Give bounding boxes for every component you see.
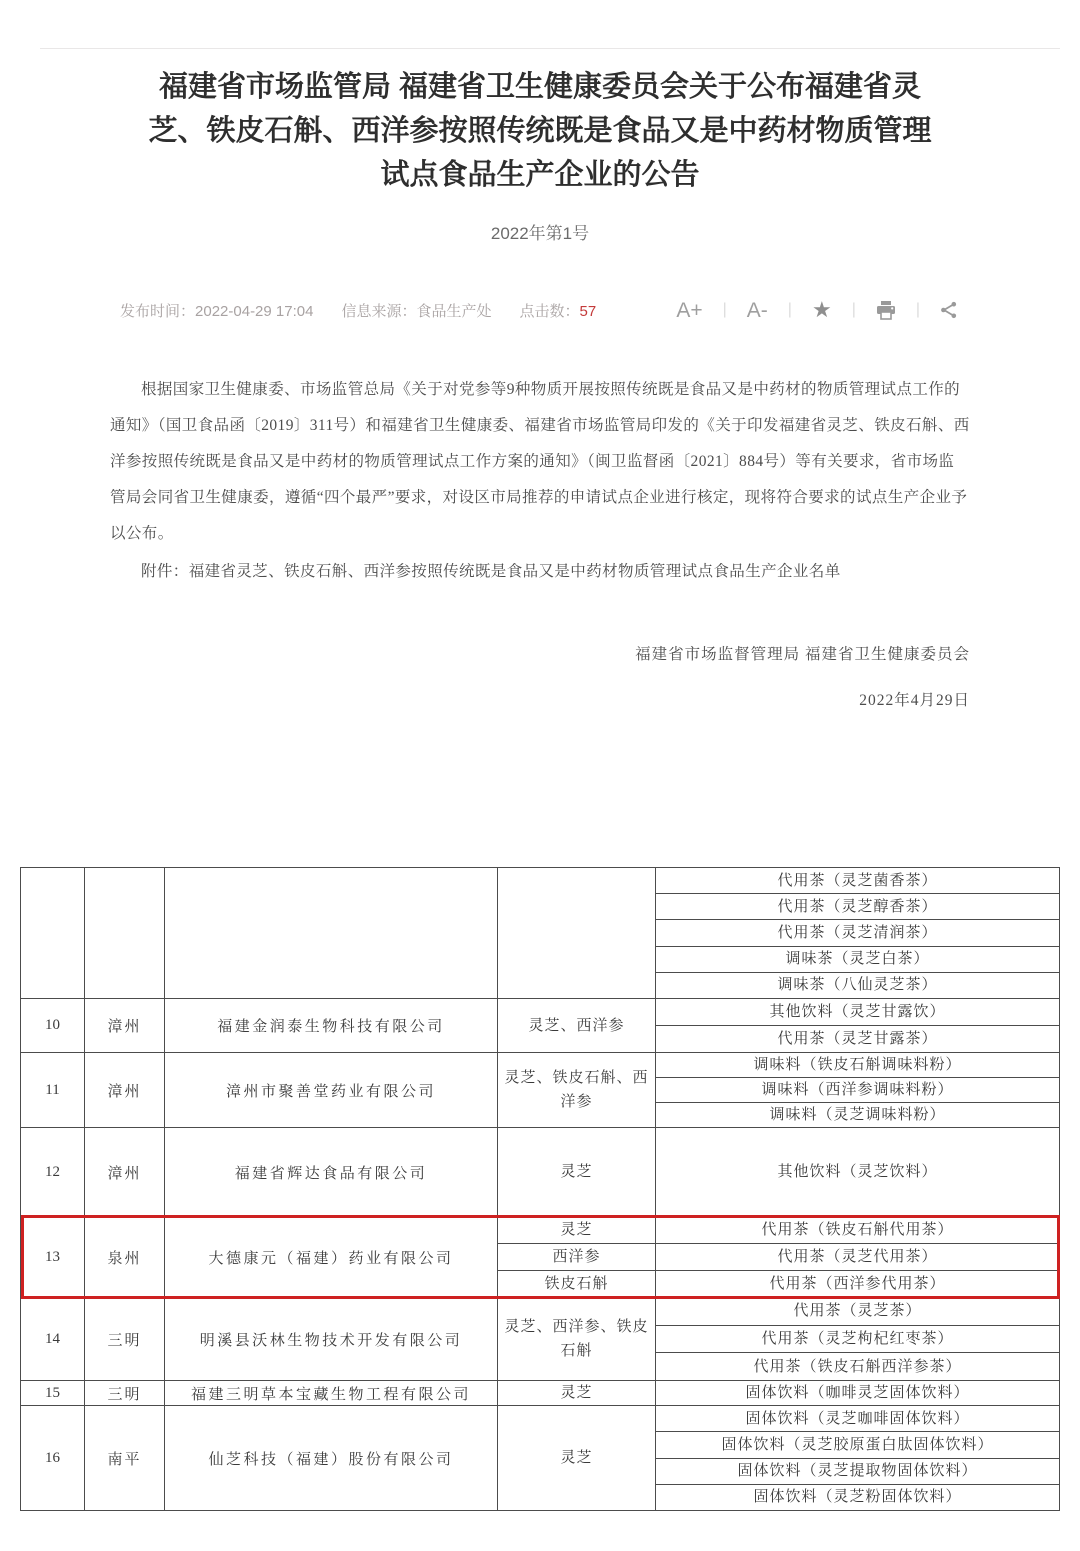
- ingredient-cell: 灵芝、西洋参、铁皮石斛: [504, 1319, 649, 1359]
- printer-icon: [876, 301, 896, 320]
- publish-date: 2022年4月29日: [859, 692, 970, 709]
- top-divider: [40, 48, 1060, 49]
- city-cell: 漳州: [84, 999, 164, 1052]
- ingredient-column: [497, 999, 655, 1052]
- product-column: [655, 999, 1059, 1052]
- toolbar-divider: |: [915, 301, 920, 318]
- publish-time: [120, 300, 313, 321]
- product-cell: 固体饮料（灵芝咖啡固体饮料）: [745, 1410, 970, 1427]
- product-cell: 调味料（铁皮石斛调味料粉）: [753, 1057, 962, 1073]
- page-title-line: 试点食品生产企业的公告: [380, 159, 700, 191]
- ingredient-cell: 铁皮石斛: [498, 1270, 655, 1297]
- seq-cell: 13: [45, 1248, 60, 1265]
- table-row: [21, 1405, 1059, 1510]
- share-icon: [940, 301, 958, 319]
- product-column: [655, 1298, 1059, 1380]
- company-table: [20, 867, 1060, 1511]
- print-button[interactable]: [876, 301, 896, 320]
- company-cell: [164, 868, 497, 998]
- table-row: [21, 868, 1059, 998]
- ingredient-cell: 灵芝: [560, 1222, 593, 1238]
- toolbar-divider: |: [722, 301, 727, 318]
- product-column: [655, 1053, 1059, 1127]
- seq-cell: 16: [45, 1449, 60, 1466]
- product-column: [655, 1381, 1059, 1405]
- product-cell: 固体饮料（咖啡灵芝固体饮料）: [745, 1385, 970, 1401]
- product-cell: 代用茶（灵芝茶）: [793, 1303, 922, 1320]
- publish-time-value: 2022-04-29 17:04: [195, 302, 314, 320]
- font-decrease-button[interactable]: A-: [746, 298, 768, 322]
- meta-row: [0, 292, 1080, 328]
- company-cell: 福建省辉达食品有限公司: [164, 1128, 497, 1216]
- product-cell: 固体饮料（灵芝粉固体饮料）: [656, 1484, 1059, 1510]
- seq-cell: 14: [45, 1330, 60, 1347]
- seq-cell: 10: [45, 1017, 60, 1033]
- city-cell: 漳州: [84, 1128, 164, 1216]
- city-cell: 三明: [84, 1298, 164, 1380]
- product-cell: 代用茶（灵芝菌香茶）: [777, 872, 938, 889]
- product-cell: 代用茶（西洋参代用茶）: [656, 1270, 1059, 1297]
- product-column: [655, 1406, 1059, 1510]
- product-cell: 调味茶（灵芝白茶）: [656, 946, 1059, 972]
- product-column: [655, 868, 1059, 998]
- hit-count-value: 57: [579, 302, 597, 320]
- favorite-star-icon[interactable]: ★: [811, 297, 832, 322]
- ingredient-column: [497, 1128, 655, 1216]
- seq-cell: 12: [45, 1163, 60, 1180]
- publish-time-label: 发布时间：: [120, 302, 196, 320]
- table-row: [21, 1216, 1059, 1297]
- company-cell: 大德康元（福建）药业有限公司: [164, 1217, 497, 1297]
- company-cell: 明溪县沃林生物技术开发有限公司: [164, 1298, 497, 1380]
- product-cell: 代用茶（灵芝清润茶）: [656, 919, 1059, 945]
- product-cell: 代用茶（灵芝枸杞红枣茶）: [656, 1325, 1059, 1353]
- seq-cell: 11: [45, 1081, 60, 1098]
- product-cell: 固体饮料（灵芝胶原蛋白肽固体饮料）: [656, 1431, 1059, 1457]
- table-row: [21, 1380, 1059, 1405]
- page-title-line: 芝、铁皮石斛、西洋参按照传统既是食品又是中药材物质管理: [148, 115, 932, 147]
- article-toolbar: [676, 299, 958, 321]
- product-cell: 代用茶（灵芝醇香茶）: [656, 893, 1059, 919]
- company-cell: 福建三明草本宝藏生物工程有限公司: [164, 1381, 497, 1405]
- font-increase-button[interactable]: A+: [676, 298, 703, 322]
- ingredient-column: [497, 1217, 655, 1297]
- ingredient-column: [497, 868, 655, 998]
- product-cell: 其他饮料（灵芝饮料）: [777, 1164, 938, 1180]
- info-source-label: 信息来源：: [341, 302, 417, 320]
- ingredient-column: [497, 1406, 655, 1510]
- doc-number: 2022年第1号: [490, 224, 590, 243]
- toolbar-divider: |: [851, 301, 856, 318]
- company-cell: 福建金润泰生物科技有限公司: [164, 999, 497, 1052]
- product-cell: 调味茶（八仙灵芝茶）: [656, 972, 1059, 998]
- ingredient-column: [497, 1381, 655, 1405]
- attachment-line: 附件：福建省灵芝、铁皮石斛、西洋参按照传统既是食品又是中药材物质管理试点食品生产企业名单: [141, 563, 841, 580]
- ingredient-cell: [498, 868, 655, 998]
- product-cell: 其他饮料（灵芝甘露饮）: [769, 1004, 946, 1020]
- ingredient-cell: 灵芝、铁皮石斛、西洋参: [504, 1070, 649, 1110]
- ingredient-column: [497, 1053, 655, 1127]
- product-cell: 代用茶（灵芝甘露茶）: [656, 1025, 1059, 1052]
- company-cell: 漳州市聚善堂药业有限公司: [164, 1053, 497, 1127]
- ingredient-cell: 灵芝: [560, 1164, 593, 1180]
- seq-cell: 15: [45, 1384, 60, 1401]
- product-cell: 代用茶（铁皮石斛西洋参茶）: [656, 1352, 1059, 1380]
- product-cell: 调味料（西洋参调味料粉）: [656, 1077, 1059, 1102]
- city-cell: 南平: [84, 1406, 164, 1510]
- product-cell: 固体饮料（灵芝提取物固体饮料）: [656, 1458, 1059, 1484]
- ingredient-column: [497, 1298, 655, 1380]
- table-row: [21, 1052, 1059, 1127]
- meta-info: [120, 300, 596, 321]
- table-row: [21, 1127, 1059, 1216]
- city-cell: 漳州: [84, 1053, 164, 1127]
- company-cell: 仙芝科技（福建）股份有限公司: [164, 1406, 497, 1510]
- product-column: [655, 1128, 1059, 1216]
- signature: 福建省市场监督管理局 福建省卫生健康委员会: [635, 646, 970, 663]
- ingredient-cell: 西洋参: [498, 1243, 655, 1270]
- page-title: [80, 65, 1000, 197]
- city-cell: [84, 868, 164, 998]
- product-cell: 代用茶（铁皮石斛代用茶）: [761, 1222, 954, 1238]
- city-cell: 三明: [84, 1381, 164, 1405]
- table-row: [21, 998, 1059, 1052]
- toolbar-divider: |: [787, 301, 792, 318]
- product-cell: 代用茶（灵芝代用茶）: [656, 1243, 1059, 1270]
- ingredient-cell: 灵芝、西洋参: [528, 1017, 625, 1034]
- hit-count-label: 点击数：: [519, 302, 580, 320]
- product-column: [655, 1217, 1059, 1297]
- seq-cell: [21, 868, 84, 998]
- share-button[interactable]: [940, 301, 958, 319]
- ingredient-cell: 灵芝: [560, 1450, 593, 1466]
- info-source: [341, 300, 491, 321]
- info-source-value: 食品生产处: [416, 302, 492, 320]
- table-row: [21, 1297, 1059, 1380]
- ingredient-cell: 灵芝: [560, 1385, 593, 1401]
- hit-count: [519, 300, 596, 321]
- page-title-line: 福建省市场监管局 福建省卫生健康委员会关于公布福建省灵: [158, 71, 922, 103]
- city-cell: 泉州: [84, 1217, 164, 1297]
- product-cell: 调味料（灵芝调味料粉）: [656, 1102, 1059, 1127]
- body-paragraph: 根据国家卫生健康委、市场监管总局《关于对党参等9种物质开展按照传统既是食品又是中药材的物质管理试点工作的通知》（国卫食品函〔2019〕311号）和福建省卫生健康委、福建省市场监管局印发的《关于印发福建省灵芝、铁皮石斛、西洋参按照传统既是食品又是中药材的物质管理试点工作方案的通知》（闽卫监督函〔2021〕884号）等有关要求，省市场监管局会同省卫生健康委，遵循“四个最严”要求，对设区市局推荐的申请试点企业进行核定，现将符合要求的试点生产企业予以公布。: [110, 381, 970, 542]
